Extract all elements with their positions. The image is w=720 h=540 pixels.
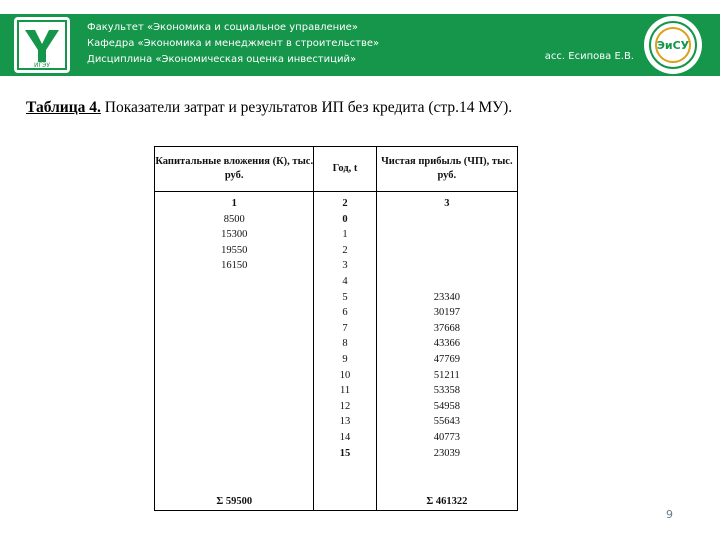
table-body-row: [155, 192, 518, 495]
profit-column: [376, 192, 517, 495]
year-value: 14: [339, 431, 351, 443]
capital-value: 16150: [221, 260, 248, 272]
author-name: асс. Есипова Е.В.: [544, 51, 634, 62]
profit-value: 53358: [433, 385, 460, 397]
discipline-line: Дисциплина «Экономическая оценка инвестиций»: [87, 54, 357, 65]
year-value: 13: [339, 416, 351, 428]
header-year: Год, t: [314, 147, 376, 192]
year-value: 10: [339, 369, 351, 381]
profit-value: 37668: [433, 322, 460, 334]
year-value: 11: [339, 385, 351, 397]
year-value: 9: [342, 353, 348, 365]
total-capital: Σ 59500: [155, 494, 314, 511]
total-year-empty: [314, 494, 376, 511]
department-line: Кафедра «Экономика и менеджмент в строительстве»: [87, 38, 380, 49]
university-logo: [14, 17, 70, 73]
profit-value: 51211: [433, 369, 460, 381]
capital-value: 19550: [221, 244, 248, 256]
year-value: 2: [342, 244, 348, 256]
investment-table: [154, 146, 518, 511]
table-header-row: [155, 147, 518, 192]
svg-text:ЭиСУ: ЭиСУ: [656, 39, 690, 52]
profit-value: 47769: [433, 353, 460, 365]
year-value: 4: [342, 275, 348, 287]
year-value: 15: [339, 447, 351, 459]
capital-column: [155, 192, 314, 495]
table-title-text: Показатели затрат и результатов ИП без кредита (стр.14 МУ).: [100, 99, 513, 116]
header-capital: Капитальные вложения (К), тыс. руб.: [155, 147, 314, 192]
page-number: 9: [666, 508, 673, 521]
year-value: 1: [342, 229, 348, 241]
year-column: [314, 192, 376, 495]
year-value: 3: [342, 260, 348, 272]
year-value: 0: [342, 213, 348, 225]
table-title-label: Таблица 4.: [26, 99, 101, 116]
column-number-2: 2: [342, 198, 348, 209]
year-value: 7: [342, 322, 348, 334]
university-logo-icon: [17, 20, 67, 70]
table-title: [26, 99, 512, 117]
year-value: 12: [339, 400, 351, 412]
table-total-row: [155, 494, 518, 511]
profit-value: 40773: [433, 431, 460, 443]
header-profit: Чистая прибыль (ЧП), тыс. руб.: [376, 147, 517, 192]
column-number-3: 3: [444, 198, 450, 209]
year-value: 8: [342, 338, 348, 350]
header-text: [87, 20, 379, 68]
profit-value: 23340: [433, 291, 460, 303]
total-profit: Σ 461322: [376, 494, 517, 511]
profit-value: 23039: [433, 447, 460, 459]
faculty-logo: [644, 16, 702, 74]
profit-value: 30197: [433, 307, 460, 319]
profit-value: 43366: [433, 338, 460, 350]
column-number-1: 1: [231, 198, 237, 209]
profit-value: 55643: [433, 416, 460, 428]
year-value: 5: [342, 291, 348, 303]
profit-value: 54958: [433, 400, 460, 412]
faculty-line: Факультет «Экономика и социальное управление»: [87, 22, 358, 33]
capital-value: 15300: [221, 229, 248, 241]
faculty-logo-icon: [647, 19, 699, 71]
year-value: 6: [342, 307, 348, 319]
svg-text:ИГЭУ: ИГЭУ: [34, 62, 50, 69]
capital-value: 8500: [223, 213, 245, 225]
